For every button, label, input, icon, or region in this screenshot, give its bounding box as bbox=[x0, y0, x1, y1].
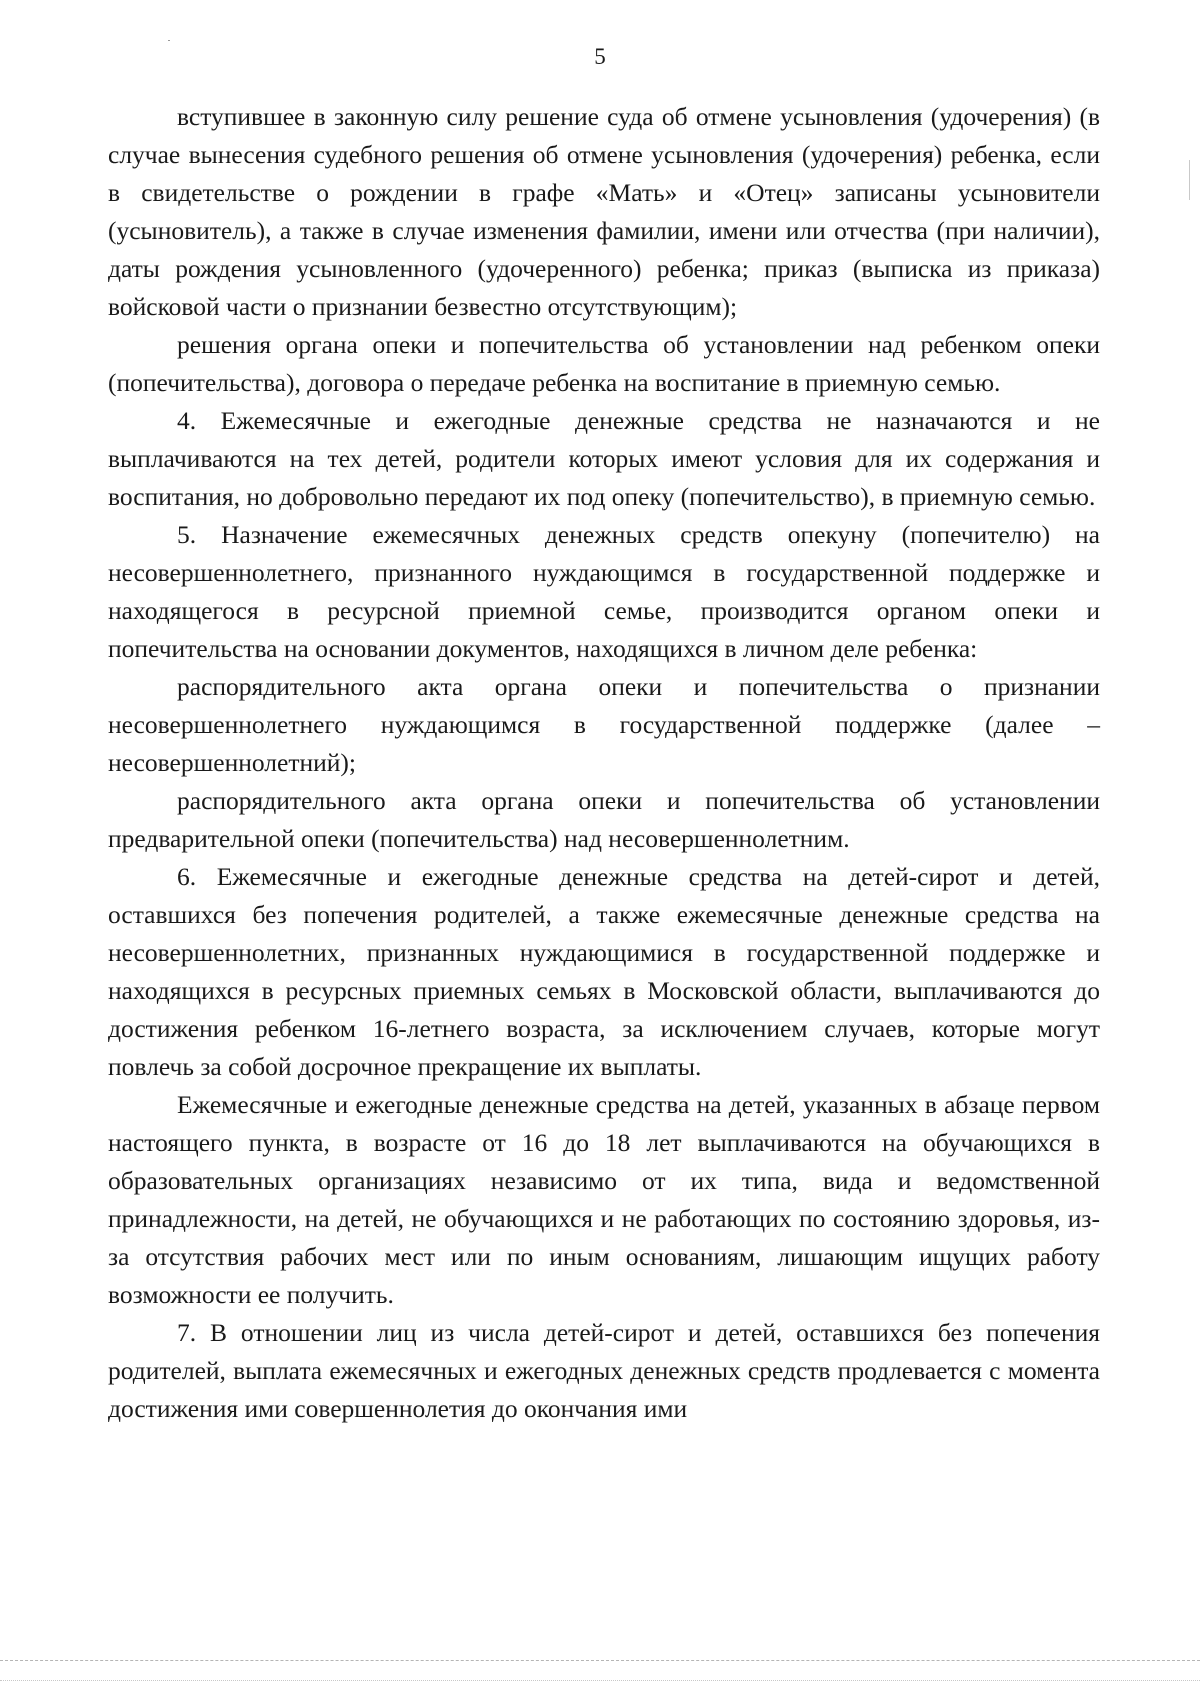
paragraph-item-6: 6. Ежемесячные и ежегодные денежные средства на детей-сирот и детей, оставшихся без попечения родителей, а также ежемесячные денежные средства на несовершеннолетних, признанных нуждающимися в государственной поддержке и находящихся в ресурсных приемных семьях в Московской области, выплачиваются до достижения ребенком 16-летнего возраста, за исключением случаев, которые могут повлечь за собой досрочное прекращение их выплаты. bbox=[108, 862, 1100, 1081]
paragraph-court-decision: вступившее в законную силу решение суда об отмене усыновления (удочерения) (в случае вынесения судебного решения об отмене усыновления (удочерения) ребенка, если в свидетельстве о рождении в графе «Мать» и «Отец» записаны усыновители (усыновитель), а также в случае изменения фамилии, имени или отчества (при наличии), даты рождения усыновленного (удочеренного) ребенка; приказ (выписка из приказа) войсковой части о признании безвестно отсутствующим); bbox=[108, 102, 1100, 321]
scan-edge-line bbox=[0, 1660, 1200, 1661]
paragraph-item-4: 4. Ежемесячные и ежегодные денежные средства не назначаются и не выплачиваются на тех детей, родители которых имеют условия для их содержания и воспитания, но добровольно передают их под опеку (попечительство), в приемную семью. bbox=[108, 406, 1100, 511]
scan-margin-mark bbox=[1189, 160, 1190, 200]
page-number: 5 bbox=[594, 44, 606, 69]
scan-speck bbox=[168, 40, 170, 41]
paragraph-item-5-act-preliminary-guardianship: распорядительного акта органа опеки и попечительства об установлении предварительной опеки (попечительства) над несовершеннолетним. bbox=[108, 786, 1100, 853]
paragraph-item-5: 5. Назначение ежемесячных денежных средств опекуну (попечителю) на несовершеннолетнего, признанного нуждающимся в государственной поддержке и находящегося в ресурсной приемной семье, производится органом опеки и попечительства на основании документов, находящихся в личном деле ребенка: bbox=[108, 520, 1100, 663]
paragraph-item-5-act-recognition: распорядительного акта органа опеки и попечительства о признании несовершеннолетнего нуждающимся в государственной поддержке (далее – несовершеннолетний); bbox=[108, 672, 1100, 777]
paragraph-item-6-age-16-18: Ежемесячные и ежегодные денежные средства на детей, указанных в абзаце первом настоящего пункта, в возрасте от 16 до 18 лет выплачиваются на обучающихся в образовательных организациях независимо от их типа, вида и ведомственной принадлежности, на детей, не обучающихся и не работающих по состоянию здоровья, из-за отсутствия рабочих мест или по иным основаниям, лишающим ищущих работу возможности ее получить. bbox=[108, 1090, 1100, 1309]
paragraph-item-7: 7. В отношении лиц из числа детей-сирот и детей, оставшихся без попечения родителей, выплата ежемесячных и ежегодных денежных средств продлевается с момента достижения ими совершеннолетия до окончания ими bbox=[108, 1318, 1100, 1423]
paragraph-guardianship-decision: решения органа опеки и попечительства об установлении над ребенком опеки (попечительства), договора о передаче ребенка на воспитание в приемную семью. bbox=[108, 330, 1100, 397]
scan-edge-line-lower bbox=[0, 1680, 1200, 1681]
document-body bbox=[108, 98, 1100, 1428]
